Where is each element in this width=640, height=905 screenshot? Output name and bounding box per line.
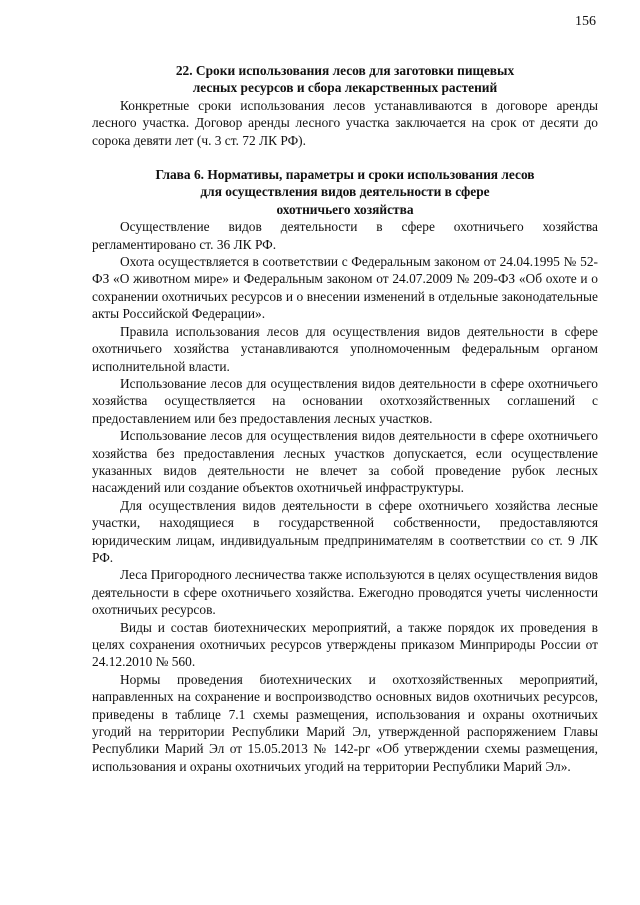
page-number: 156 xyxy=(575,14,596,29)
paragraph: Осуществление видов деятельности в сфере охотничьего хозяйства регламентировано ст. 36 ЛК РФ. xyxy=(92,219,598,252)
chapter-heading-line: Глава 6. Нормативы, параметры и сроки использования лесов xyxy=(155,167,535,183)
section-heading-line: 22. Сроки использования лесов для заготовки пищевых xyxy=(175,63,515,78)
chapter-heading-line: охотничьего хозяйства xyxy=(276,201,414,217)
page-content xyxy=(92,62,598,775)
section-heading-line: лесных ресурсов и сбора лекарственных растений xyxy=(192,80,498,96)
paragraph: Нормы проведения биотехнических и охотхозяйственных мероприятий, направленных на сохранение и воспроизводство основных видов охотничьих ресурсов, приведены в таблице 7.1 схемы размещения, использования и охраны охотничьих угодий на территории Республики Марий Эл, утвержденной распоряжением Главы Республики Марий Эл от 15.05.2013 № 142-рг «Об утверждении схемы размещения, использования и охраны охотничьих угодий на территории Республики Марий Эл». xyxy=(92,671,598,774)
paragraph: Использование лесов для осуществления видов деятельности в сфере охотничьего хозяйства без предоставления лесных участков допускается, если осуществление указанных видов деятельности не влечет за собой проведение рубок лесных насаждений или создание объектов охотничьей инфраструктуры. xyxy=(92,428,598,496)
paragraph: Охота осуществляется в соответствии с Федеральным законом от 24.04.1995 № 52-ФЗ «О животном мире» и Федеральным законом от 24.07.2009 № 209-ФЗ «Об охоте и о сохранении охотничьих ресурсов и о внесении изменений в отдельные законодательные акты Российской Федерации». xyxy=(92,254,598,322)
paragraph: Виды и состав биотехнических мероприятий, а также порядок их проведения в целях сохранения охотничьих ресурсов утверждены приказом Минприроды России от 24.12.2010 № 560. xyxy=(92,619,598,670)
chapter-heading xyxy=(92,166,598,218)
chapter-heading-line: для осуществления видов деятельности в сфере xyxy=(200,184,490,200)
paragraph: Леса Пригородного лесничества также используются в целях осуществления видов деятельности в сфере охотничьего хозяйства. Ежегодно проводятся учеты численности охотничьих ресурсов. xyxy=(92,567,598,618)
paragraph: Использование лесов для осуществления видов деятельности в сфере охотничьего хозяйства осуществляется на основании охотхозяйственных соглашений с предоставлением или без предоставления лесных участков. xyxy=(92,375,598,426)
paragraph: Конкретные сроки использования лесов устанавливаются в договоре аренды лесного участка. Договор аренды лесного участка заключается на срок от десяти до сорока девяти лет (ч. 3 ст. 72 ЛК РФ). xyxy=(92,97,598,148)
paragraph: Для осуществления видов деятельности в сфере охотничьего хозяйства лесные участки, находящиеся в государственной собственности, предоставляются юридическим лицам, индивидуальным предпринимателям в соответствии со ст. 9 ЛК РФ. xyxy=(92,497,598,565)
paragraph: Правила использования лесов для осуществления видов деятельности в сфере охотничьего хозяйства устанавливаются уполномоченным федеральным органом исполнительной власти. xyxy=(92,323,598,374)
section-heading xyxy=(92,62,598,97)
